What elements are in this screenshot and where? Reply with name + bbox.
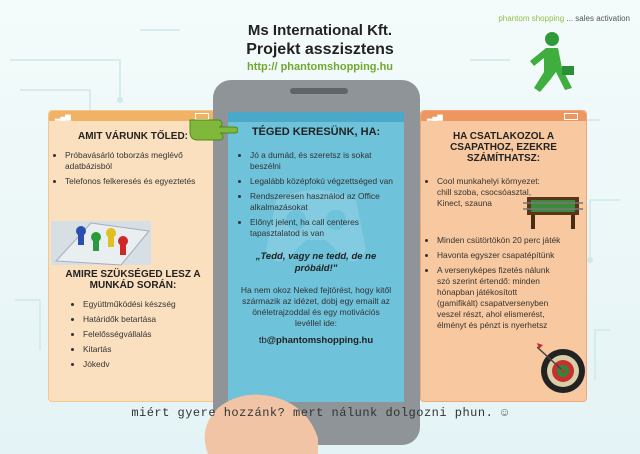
phone-speaker (290, 88, 348, 94)
list-item: • Jó a dumád, és szeretsz is sokat beszélni (250, 150, 394, 172)
page-title: Projekt asszisztens (246, 41, 394, 58)
requirements-list (71, 299, 176, 374)
dartboard-icon (537, 343, 585, 395)
list-item: • Cool munkahelyi környezet: chill szoba, csocsóasztal, Kinect, szauna (437, 176, 547, 209)
email-domain[interactable]: @phantomshopping.hu (266, 335, 374, 346)
battery-icon (564, 113, 578, 120)
thumb-icon (188, 388, 328, 454)
list-item: • Jókedv (83, 359, 176, 370)
website-link[interactable]: http:// phantomshopping.hu (246, 61, 394, 73)
tagline-rest: ... sales activation (564, 14, 630, 23)
signal-icon: ▂▄▆ (55, 114, 71, 121)
benefits-title: HA CSATLAKOZOL A CSAPATHOZ, EZEKRE SZÁMÍTHATSZ: (450, 131, 557, 164)
company-name: Ms International Kft. (247, 22, 393, 39)
search-title: TÉGED KERESÜNK, HA: (251, 126, 381, 138)
email-prefix: tb (258, 335, 267, 346)
signal-icon: ▂▄▆ (427, 114, 443, 121)
expectations-title: AMIT VÁRUNK TŐLED: (78, 131, 188, 142)
phone-screen (228, 112, 404, 402)
pointing-hand-icon (188, 110, 238, 144)
requirements-title: AMIRE SZÜKSÉGED LESZ A MUNKÁD SORÁN: (65, 269, 201, 291)
list-item: • Kitartás (83, 344, 176, 355)
list-item: • Előnyt jelent, ha call centeres tapasztalatod is van (250, 217, 394, 239)
list-item: • Minden csütörtökön 20 perc játék (437, 235, 580, 246)
expectations-list (49, 150, 217, 187)
board-game-icon (51, 211, 156, 267)
list-item: • Felelősségvállalás (83, 329, 176, 340)
list-item: • Havonta egyszer csapatépítünk (437, 250, 580, 261)
tagline (498, 14, 630, 23)
list-item: • Legalább középfokú végzettséged van (250, 176, 394, 187)
right-status-bar (421, 111, 586, 121)
criteria-list (228, 150, 404, 239)
header (175, 22, 465, 73)
foosball-table-icon (523, 189, 583, 231)
footer-slogan: miért gyere hozzánk? mert nálunk dolgozni phun. ☺ (131, 406, 509, 420)
right-panel (420, 110, 587, 402)
list-item: • Próbavásárló toborzás meglévő adatbázisból (65, 150, 217, 172)
screen-status-bar (228, 112, 404, 122)
list-item: • Együttműködési készség (83, 299, 176, 310)
list-item: • Határidők betartása (83, 314, 176, 325)
contact-email[interactable] (228, 335, 404, 346)
running-man-logo-icon (522, 30, 582, 100)
list-item: • Telefonos felkeresés és egyeztetés (65, 176, 217, 187)
application-text: Ha nem okoz Neked fejtörést, hogy kitől származik az idézet, dobj egy emailt az önéletrajzoddal és egy motivációs levéllel ide: (240, 285, 392, 328)
list-item: • Rendszeresen használod az Office alkalmazásokat (250, 191, 394, 213)
list-item: • A versenyképes fizetés nálunk szó szerint értendő: minden hónapban játékosított (gamifikált) csapatversenyben veszel részt, ahol elismerést, élményt és pénzt is nyerhetsz (437, 265, 555, 331)
quote: „Tedd, vagy ne tedd, de ne próbáld!" (255, 251, 377, 274)
left-panel (48, 110, 218, 402)
tagline-brand: phantom shopping (498, 14, 565, 23)
